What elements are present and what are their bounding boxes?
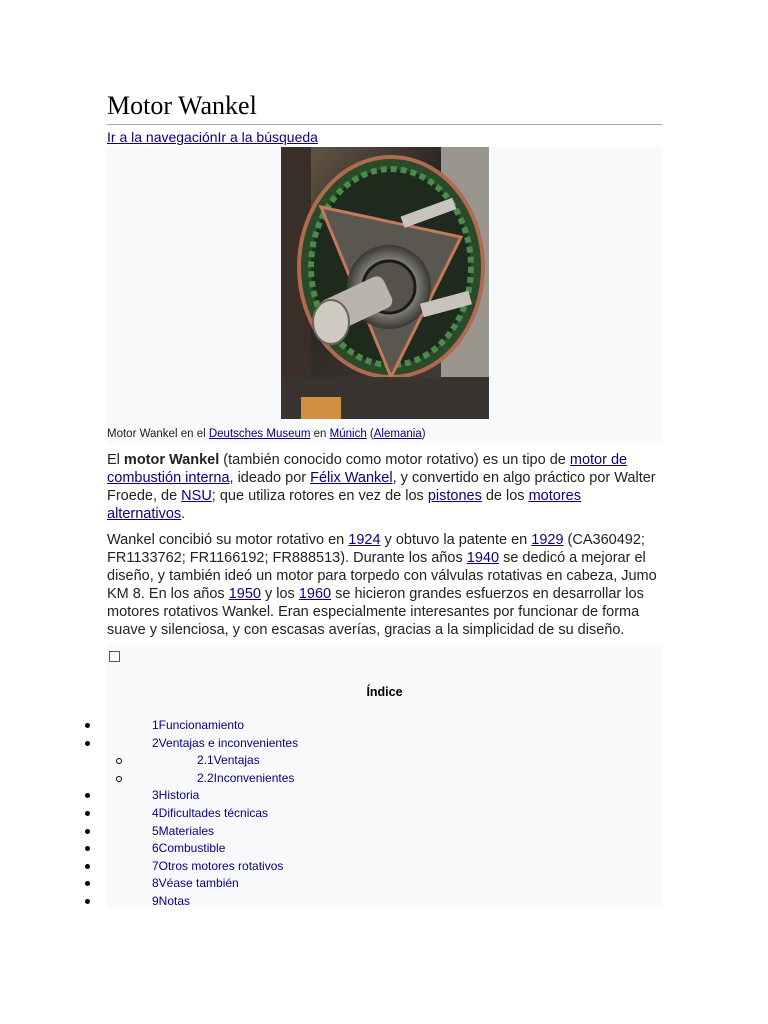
toc-link[interactable]: 1Funcionamiento: [152, 718, 245, 732]
bold-term: motor Wankel: [123, 452, 220, 468]
link-1950[interactable]: 1950: [228, 586, 261, 602]
toc-link[interactable]: 9Notas: [152, 893, 191, 908]
table-of-contents: [107, 645, 662, 907]
paragraph-text: , y convertido en algo práctico por Walter Froede, de: [107, 470, 656, 504]
paragraph-text: , ideado por: [229, 470, 311, 486]
toc-link[interactable]: 2.1Ventajas: [197, 753, 260, 768]
link-motores-alternativos[interactable]: motores alternativos: [107, 488, 581, 522]
toc-title: Índice: [366, 685, 403, 699]
link-nsu[interactable]: NSU: [181, 488, 212, 504]
bullet-icon: [85, 864, 90, 869]
jump-to-navigation-link[interactable]: Ir a la navegaciónIr a la búsqueda: [107, 129, 318, 145]
paragraph-text: de los: [481, 488, 529, 504]
caption-text: (: [366, 428, 374, 440]
caption-link-alemania[interactable]: Alemania: [373, 428, 422, 440]
link-1940[interactable]: 1940: [466, 550, 500, 566]
toc-link[interactable]: 4Dificultades técnicas: [152, 805, 269, 820]
jump-links: [107, 129, 662, 145]
bullet-icon: [85, 846, 90, 851]
link-felix-wankel[interactable]: Félix Wankel: [310, 470, 393, 486]
caption-link-deutsches-museum[interactable]: Deutsches Museum: [208, 428, 311, 440]
toc-link[interactable]: 2Ventajas e inconvenientes: [152, 735, 299, 750]
paragraph-text: y los: [260, 586, 299, 602]
hollow-bullet-icon: [116, 758, 122, 764]
paragraph-text: se hicieron grandes esfuerzos en desarrollar los motores rotativos Wankel. Eran especialmente interesantes por funcionar de forma suave y silenciosa, y con escasas averías, gracias a la simplicidad de su diseño.: [107, 586, 644, 638]
toc-link[interactable]: 8Véase también: [152, 876, 239, 891]
rotary-engine-photo[interactable]: [281, 147, 489, 419]
toc-toggle-checkbox[interactable]: [109, 651, 120, 662]
bullet-icon: [85, 829, 90, 834]
hollow-bullet-icon: [116, 776, 122, 782]
article: [107, 90, 662, 907]
paragraph-text: Wankel concibió su motor rotativo en: [107, 532, 349, 548]
toc-link[interactable]: 6Combustible: [152, 841, 226, 856]
infobox-figure: [107, 147, 662, 443]
paragraph-text: (CA360492; FR1133762; FR1166192; FR888513). Durante los años: [107, 532, 645, 566]
caption-link-munich[interactable]: Múnich: [329, 428, 367, 440]
paragraph-text: ; que utiliza rotores en vez de los: [211, 488, 428, 504]
bullet-icon: [85, 723, 90, 728]
link-pistones[interactable]: pistones: [427, 488, 482, 504]
caption-text: en: [310, 428, 330, 440]
link-1929[interactable]: 1929: [531, 532, 564, 548]
bullet-icon: [85, 741, 90, 746]
paragraph-text: y obtuvo la patente en: [380, 532, 532, 548]
paragraph-text: El: [107, 452, 124, 468]
bullet-icon: [85, 881, 90, 886]
link-1960[interactable]: 1960: [298, 586, 332, 602]
caption-text: ): [421, 428, 426, 440]
figure-caption: [107, 419, 662, 441]
toc-link[interactable]: 5Materiales: [152, 823, 215, 838]
paragraph-text: .: [181, 506, 186, 522]
page-title: Motor Wankel: [107, 90, 662, 125]
toc-link[interactable]: 3Historia: [152, 788, 200, 803]
toc-link[interactable]: 7Otros motores rotativos: [152, 858, 284, 873]
intro-paragraph: [107, 451, 662, 523]
bullet-icon: [85, 793, 90, 798]
link-motor-combustion-interna[interactable]: motor de combustión interna: [107, 452, 628, 486]
bullet-icon: [85, 899, 90, 904]
paragraph-text: (también conocido como motor rotativo) es un tipo de: [219, 452, 570, 468]
link-1924[interactable]: 1924: [348, 532, 381, 548]
caption-text: Motor Wankel en el: [107, 428, 209, 440]
toc-link[interactable]: 2.2Inconvenientes: [197, 770, 295, 785]
history-paragraph: [107, 531, 662, 639]
paragraph-text: se dedicó a mejorar el diseño, y también ideó un motor para torpedo con válvulas rotativas en cabeza, Jumo KM 8. En los años: [107, 550, 657, 602]
bullet-icon: [85, 811, 90, 816]
